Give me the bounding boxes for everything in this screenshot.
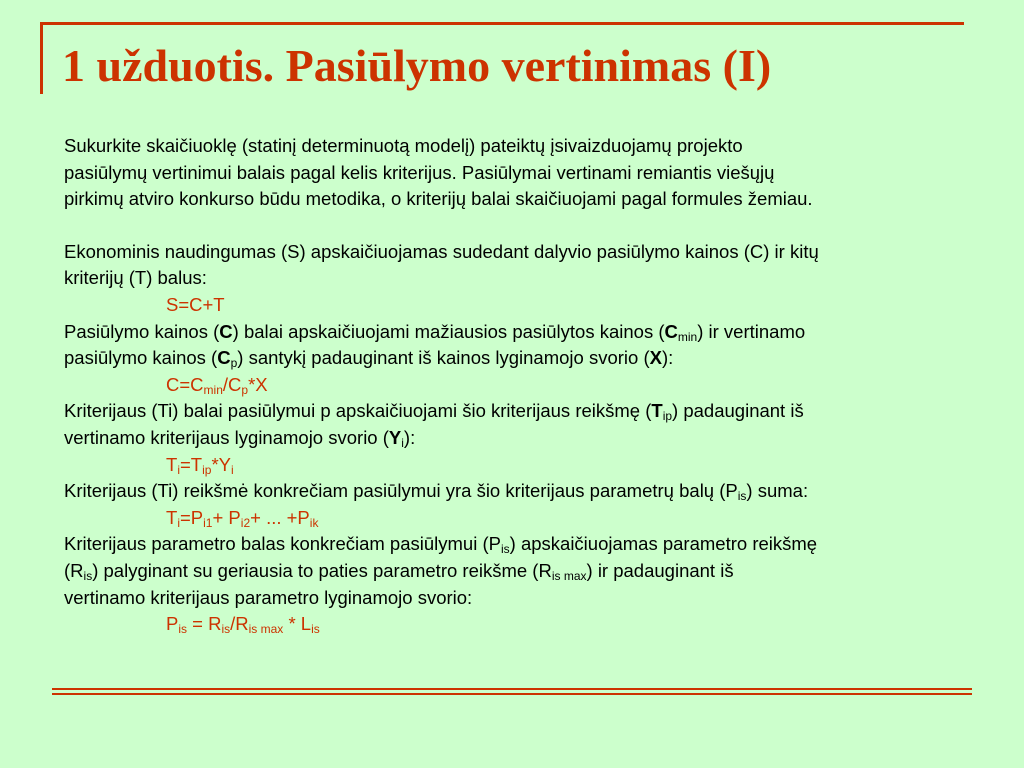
criterion-sum-line: Kriterijaus (Ti) reikšmė konkrečiam pasiūlymui yra šio kriterijaus parametrų balų $(P_{is})$ suma: bbox=[64, 480, 809, 504]
formula-s: S=C+T bbox=[166, 293, 225, 315]
price-def-line-2: pasiūlymo kainos $(C_p)$ santykį padauginant iš kainos lyginamojo svorio (X): bbox=[64, 347, 674, 371]
formula-c: $C=C_{min}/C_p*X$ bbox=[166, 373, 268, 397]
s-def-line-1: Ekonominis naudingumas (S) apskaičiuojamas sudedant dalyvio pasiūlymo kainos (C) ir kitų bbox=[64, 240, 819, 262]
bottom-rule-lower bbox=[52, 693, 972, 695]
bottom-rule-upper bbox=[52, 688, 972, 690]
title-left-rule bbox=[40, 22, 43, 94]
price-def-line-1: Pasiūlymo kainos (C) balai apskaičiuojami mažiausios pasiūlytos kainos $(C_{min})$ ir vertinamo bbox=[64, 320, 806, 344]
intro-line-3: pirkimų atviro konkurso būdu metodika, o kriterijų balai skaičiuojami pagal formules žemiau. bbox=[64, 188, 813, 210]
formula-p: $P_{is} = R_{is}/R_{is max} * L_{is}$ bbox=[166, 613, 320, 637]
title-top-rule bbox=[40, 22, 964, 25]
parameter-def-line-1: Kriterijaus parametro balas konkrečiam pasiūlymui $(P_{is})$ apskaičiuojamas parametro reikšmę bbox=[64, 533, 818, 557]
formula-t-sum: $T_i=P_{i1}+ P_{i2}+$ ... $+P_{ik}$ bbox=[166, 506, 319, 530]
intro-line-2: pasiūlymų vertinimui balais pagal kelis kriterijus. Pasiūlymai vertinami remiantis viešųjų bbox=[64, 161, 775, 183]
intro-line-1: Sukurkite skaičiuoklę (statinį determinuotą modelį) pateiktų įsivaizduojamų projekto bbox=[64, 135, 743, 156]
formula-t: $T_i=T_{ip}*Y_i$ bbox=[166, 453, 234, 477]
slide-body bbox=[64, 133, 1004, 638]
slide-title: 1 užduotis. Pasiūlymo vertinimas (I) bbox=[62, 40, 772, 91]
parameter-def-line-3: vertinamo kriterijaus parametro lyginamojo svorio: bbox=[64, 586, 473, 608]
s-def-line-2: kriterijų (T) balus: bbox=[64, 267, 207, 289]
parameter-def-line-2: $(R_{is})$ palyginant su geriausia to paties parametro reikšme $(R_{is max})$ ir padauginant iš bbox=[64, 559, 734, 583]
criterion-def-line-2: vertinamo kriterijaus lyginamojo svorio $(Y_i)$: bbox=[64, 426, 416, 450]
criterion-def-line-1: Kriterijaus (Ti) balai pasiūlymui p apskaičiuojami šio kriterijaus reikšmę $(T_{ip})$ padauginant iš bbox=[64, 400, 804, 424]
